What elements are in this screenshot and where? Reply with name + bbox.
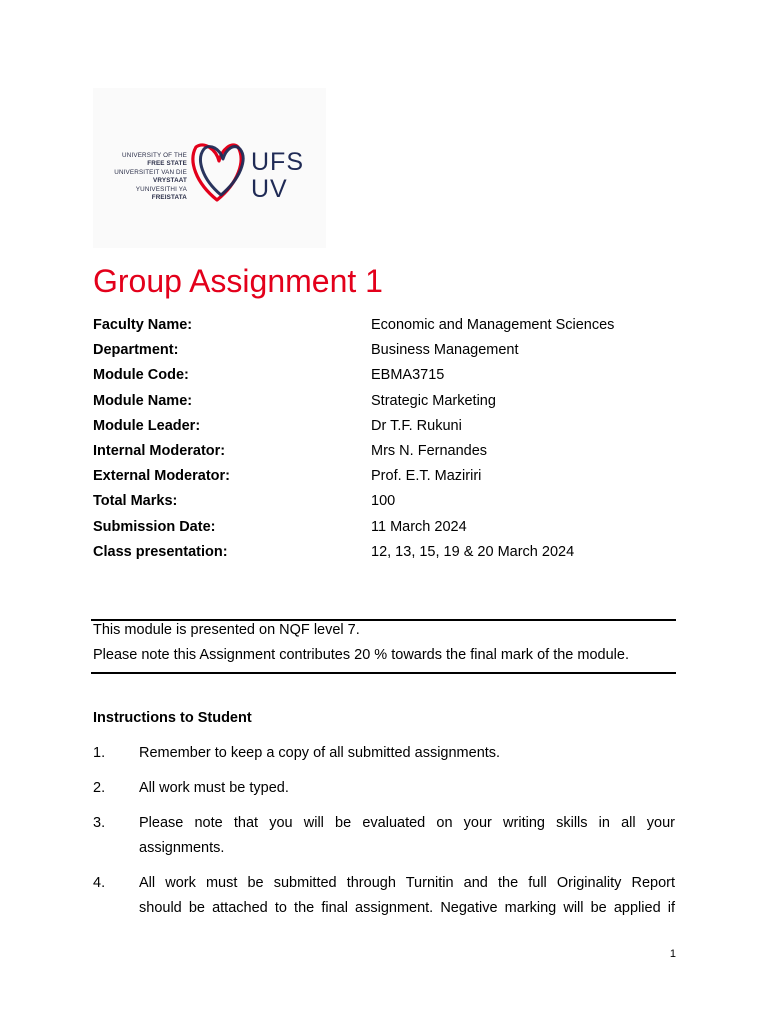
detail-row-internal-moderator [93, 441, 683, 466]
instruction-line: should be attached to the final assignment. Negative marking will be applied if [139, 899, 675, 916]
detail-row-department [93, 340, 683, 365]
detail-label: Class presentation: [93, 543, 228, 560]
detail-value: 11 March 2024 [371, 518, 467, 535]
detail-value: 100 [371, 493, 396, 510]
instruction-line: Remember to keep a copy of all submitted assignments. [139, 745, 501, 761]
logo-text-line: UNIVERSITY OF THE [122, 152, 187, 159]
detail-label: Faculty Name: [93, 317, 193, 333]
detail-label: Module Leader: [93, 417, 201, 434]
logo-text-line: VRYSTAAT [153, 177, 187, 185]
detail-value: Economic and Management Sciences [371, 317, 615, 333]
logo-university-name [93, 152, 187, 202]
detail-value: EBMA3715 [371, 367, 445, 384]
detail-label: Internal Moderator: [93, 442, 226, 459]
instruction-number: 1. [93, 745, 106, 761]
instructions-heading: Instructions to Student [93, 710, 252, 726]
university-logo [93, 88, 326, 248]
detail-label: Department: [93, 342, 179, 359]
detail-label: External Moderator: [93, 468, 230, 485]
logo-wordmark-uv: UV [251, 175, 288, 203]
detail-row-faculty [93, 315, 683, 340]
logo-text-line: FREISTATA [151, 194, 187, 202]
detail-row-total-marks [93, 491, 683, 516]
detail-row-module-name [93, 391, 683, 416]
instruction-text [139, 811, 675, 860]
detail-value: Dr T.F. Rukuni [371, 417, 462, 434]
detail-row-external-moderator [93, 466, 683, 491]
detail-value: Business Management [371, 342, 519, 359]
detail-value: Strategic Marketing [371, 392, 496, 409]
instruction-number: 4. [93, 875, 106, 891]
module-details [93, 315, 683, 567]
instruction-text [139, 776, 675, 801]
divider-bottom [91, 672, 676, 674]
document-title: Group Assignment 1 [93, 263, 383, 299]
detail-label: Module Code: [93, 367, 189, 384]
instruction-line: All work must be submitted through Turnitin and the full Originality Report [139, 875, 675, 891]
logo-heart-emblem-icon [190, 143, 248, 203]
detail-row-submission-date [93, 517, 683, 542]
instruction-line: Please note that you will be evaluated on your writing skills in all your [139, 815, 675, 831]
nqf-level-note: This module is presented on NQF level 7. [93, 622, 360, 638]
instruction-text [139, 871, 675, 920]
instruction-line: assignments. [139, 839, 225, 856]
detail-value: Prof. E.T. Maziriri [371, 468, 482, 485]
detail-label: Total Marks: [93, 493, 178, 510]
detail-value: 12, 13, 15, 19 & 20 March 2024 [371, 543, 575, 560]
detail-row-module-leader [93, 416, 683, 441]
logo-text-line: YUNIVESITHI YA [135, 185, 187, 193]
detail-row-class-presentation [93, 542, 683, 567]
instruction-line: All work must be typed. [139, 780, 289, 796]
detail-value: Mrs N. Fernandes [371, 442, 488, 459]
assignment-weight-note: Please note this Assignment contributes 20 % towards the final mark of the module. [93, 647, 629, 663]
instruction-number: 3. [93, 815, 106, 831]
detail-label: Submission Date: [93, 518, 216, 535]
instruction-text [139, 741, 675, 766]
logo-text-line: UNIVERSITEIT VAN DIE [114, 168, 187, 176]
logo-wordmark-ufs: UFS [251, 148, 304, 176]
instruction-number: 2. [93, 780, 106, 796]
detail-row-module-code [93, 365, 683, 390]
detail-label: Module Name: [93, 392, 193, 409]
logo-text-line: FREE STATE [147, 160, 187, 168]
page-number: 1 [669, 948, 676, 960]
